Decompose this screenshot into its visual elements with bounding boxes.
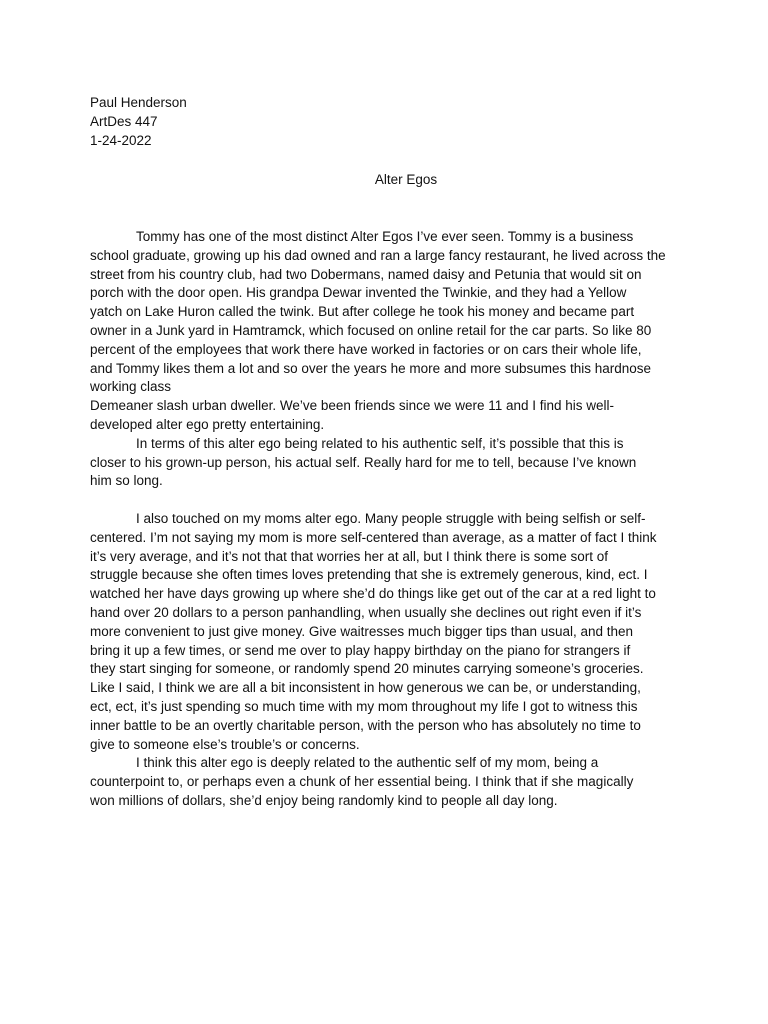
paragraph-line: struggle because she often times loves pretending that she is extremely generous, kind, ect. I [90,567,648,583]
paragraph-line: I also touched on my moms alter ego. Many people struggle with being selfish or self- [136,510,646,526]
paragraph-line: I think this alter ego is deeply related to the authentic self of my mom, being a [136,755,599,771]
paragraph-line: him so long. [90,473,163,489]
document-date: 1-24-2022 [90,132,152,148]
paragraph-line: watched her have days growing up where she’d do things like get out of the car at a red light to [90,586,656,602]
paragraph-line: more convenient to just give money. Give waitresses much bigger tips than usual, and then [90,623,634,639]
paragraph-line: street from his country club, had two Dobermans, named daisy and Petunia that would sit on [90,266,642,282]
paragraph-line: hand over 20 dollars to a person panhandling, when usually she declines out right even if it’s [90,604,642,620]
paragraph-line: they start singing for someone, or randomly spend 20 minutes carrying someone’s groceries. [90,661,644,677]
document-header [90,94,187,150]
paragraph-line: Tommy has one of the most distinct Alter Egos I’ve ever seen. Tommy is a business [136,229,634,244]
paragraph-line: ect, ect, it’s just spending so much time with my mom throughout my life I got to witness this [90,698,638,714]
paragraph-line: won millions of dollars, she’d enjoy being randomly kind to people all day long. [90,792,558,808]
paragraph-line: Demeaner slash urban dweller. We’ve been friends since we were 11 and I find his well- [90,398,615,414]
paragraph-line: developed alter ego pretty entertaining. [90,416,325,432]
paragraph-line: it’s very average, and it’s not that that worries her at all, but I think there is some sort of [90,548,609,564]
paragraph-line: give to someone else’s trouble’s or concerns. [90,736,360,752]
document-title: Alter Egos [374,172,438,187]
paragraph-line: and Tommy likes them a lot and so over the years he more and more subsumes this hardnose [90,360,652,376]
paragraph-line: counterpoint to, or perhaps even a chunk of her essential being. I think that if she magically [90,774,634,790]
paragraph-line: working class [90,379,172,395]
paragraph-line: yatch on Lake Huron called the twink. But after college he took his money and became part [90,304,635,320]
paragraph-line: Like I said, I think we are all a bit inconsistent in how generous we can be, or understanding, [90,680,641,696]
paragraph-line: In terms of this alter ego being related to his authentic self, it’s possible that this is [136,435,624,451]
author-name: Paul Henderson [90,95,187,110]
paragraph-line: percent of the employees that work there have worked in factories or on cars their whole life, [90,341,642,357]
course-code: ArtDes 447 [90,113,158,129]
paragraph-line: inner battle to be an overtly charitable person, with the person who has absolutely no time to [90,717,641,733]
paragraph-line: owner in a Junk yard in Hamtramck, which focused on online retail for the car parts. So like 80 [90,322,652,338]
document-body [90,228,690,811]
paragraph-line: porch with the door open. His grandpa Dewar invented the Twinkie, and they had a Yellow [90,285,627,301]
blank-line [90,491,690,510]
paragraph-line: closer to his grown-up person, his actual self. Really hard for me to tell, because I’ve known [90,454,637,470]
paragraph-line: bring it up a few times, or send me over to play happy birthday on the piano for strangers if [90,642,631,658]
paragraph-line: centered. I’m not saying my mom is more self-centered than average, as a matter of fact I think [90,529,657,545]
paragraph-line: school graduate, growing up his dad owned and ran a large fancy restaurant, he lived across the [90,247,666,263]
